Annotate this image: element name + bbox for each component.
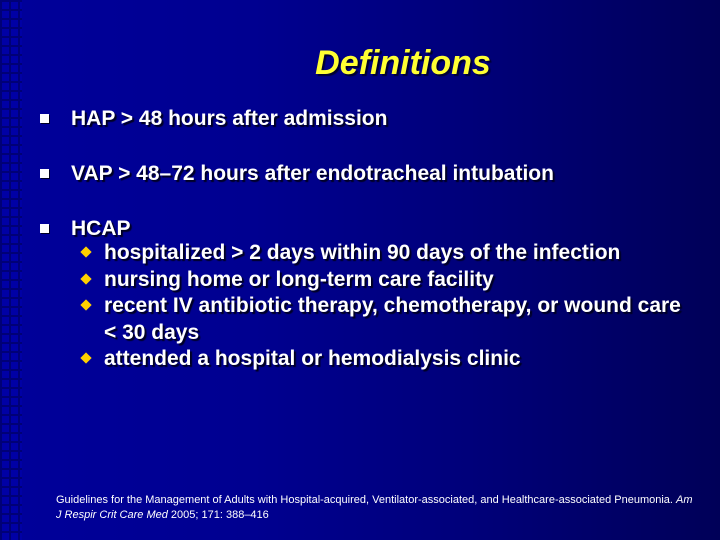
bullet-text: HAP > 48 hours after admission [71,107,388,130]
list-item [80,346,690,373]
subitem-text: recent IV antibiotic therapy, chemotherapy, or wound care < 30 days [104,294,681,344]
subitem-text: nursing home or long-term care facility [104,267,494,291]
bullet-text: VAP > 48–72 hours after endotracheal intubation [71,162,554,185]
subitem-text: attended a hospital or hemodialysis clinic [104,347,521,370]
square-bullet-icon [40,114,49,123]
bullet-text: HCAP [71,217,131,240]
diamond-bullet-icon [80,299,91,310]
journal-name: Am J Respir Crit Care Med [56,494,693,521]
diamond-bullet-icon [80,273,91,284]
hcap-sublist [80,240,690,373]
list-item [80,240,690,267]
citation-details: 2005; 171: 388–416 [167,509,269,521]
slide-title: Definitions [315,44,491,82]
citation-text: Guidelines for the Management of Adults with Hospital-acquired, Ventilator-associated, and Healthcare-associated Pneumonia. [56,494,677,506]
diamond-bullet-icon [80,352,91,363]
citation-footnote [56,493,696,523]
list-item [80,267,690,294]
square-bullet-icon [40,224,49,233]
subitem-text: hospitalized > 2 days within 90 days of the infection [104,241,621,264]
list-item [80,293,690,346]
diamond-bullet-icon [80,246,91,257]
square-bullet-icon [40,169,49,178]
